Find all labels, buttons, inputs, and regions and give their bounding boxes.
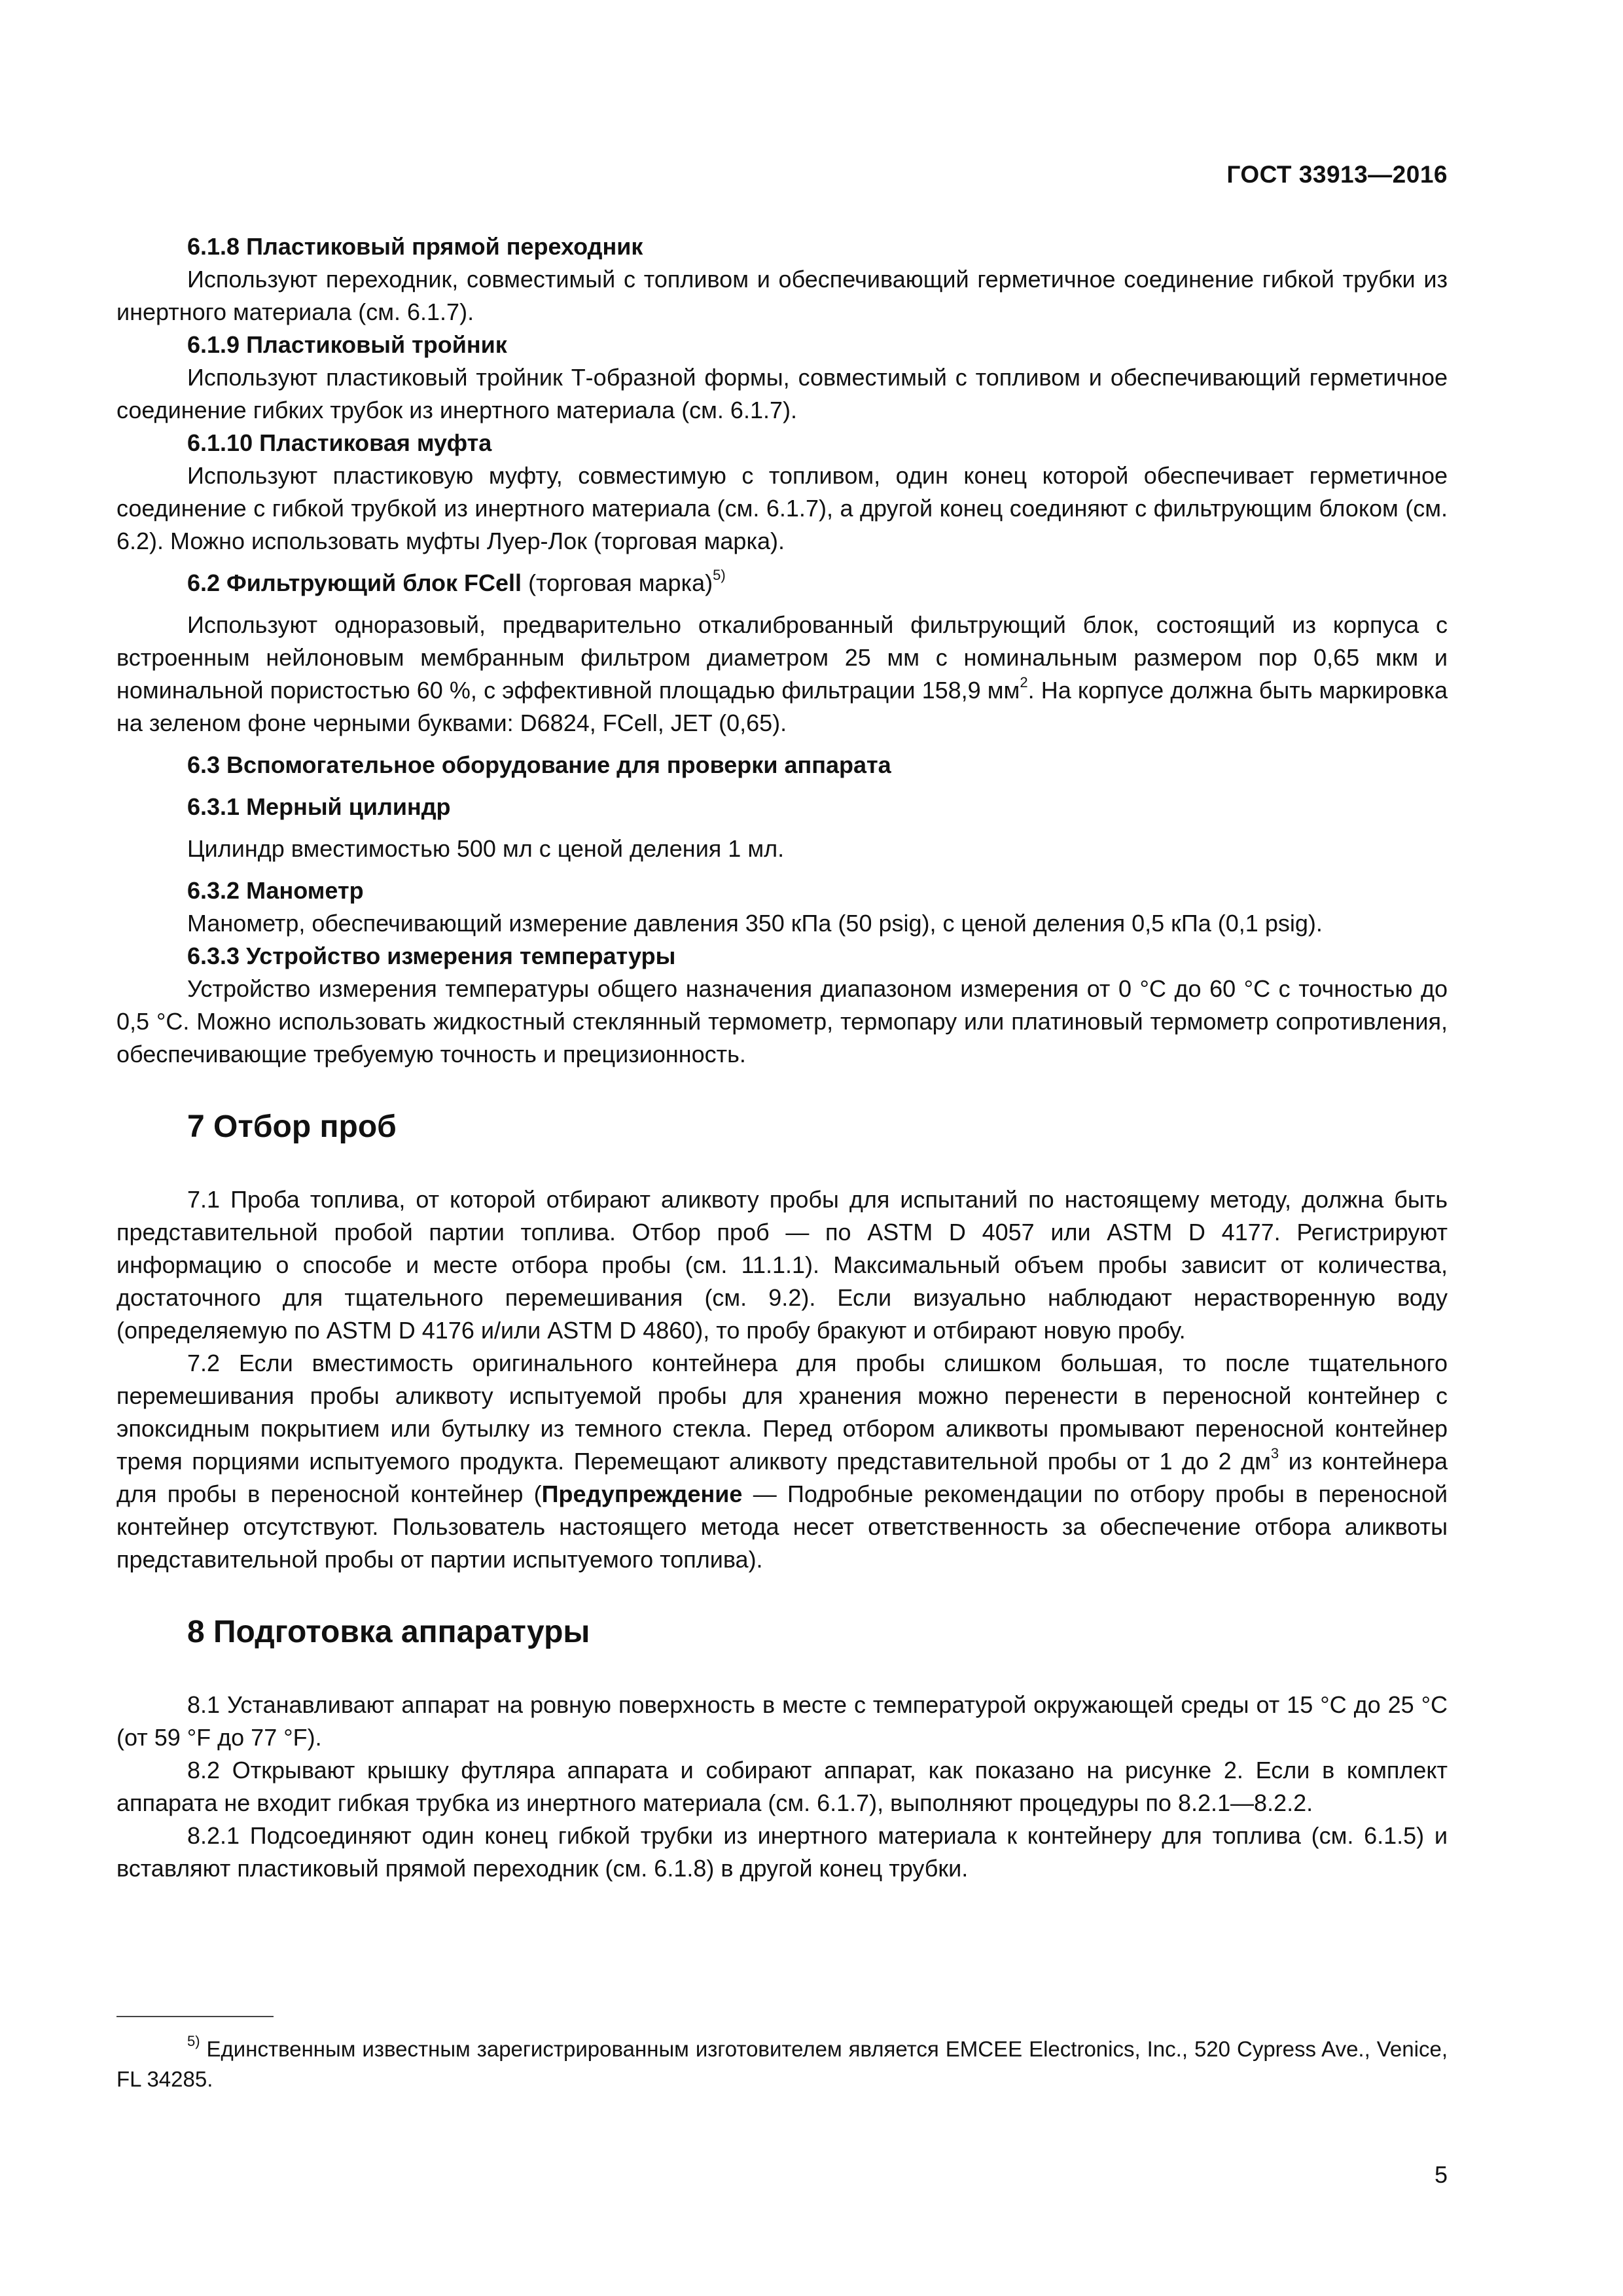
- paragraph-6-2: [116, 609, 1448, 740]
- footnote-marker: 5): [187, 2033, 200, 2049]
- paragraph-7-2-part2: из контейнера для пробы в переносной контейнер (: [116, 1448, 1448, 1507]
- heading-6-3-3: 6.3.3 Устройство измерения температуры: [187, 942, 676, 969]
- paragraph-8-2: 8.2 Открывают крышку футляра аппарата и собирают аппарат, как показано на рисунке 2. Если в комплект аппарата не входит гибкая трубка из инертного материала (см. 6.1.7), выполняют процедуры по 8.2.1—8.2.2.: [116, 1757, 1448, 1816]
- footnote-text: Единственным известным зарегистрированным изготовителем является EMCEE Electronics, Inc., 520 Cypress Ave., Venice, FL 34285.: [116, 2037, 1448, 2091]
- standard-code-header: ГОСТ 33913—2016: [1226, 161, 1448, 188]
- footnote-5: [116, 2034, 1448, 2094]
- paragraph-6-2-part2: . На корпусе должна быть маркировка на зеленом фоне черными буквами: D6824, FCell, JET (0,65).: [116, 677, 1448, 736]
- paragraph-6-3-3: Устройство измерения температуры общего назначения диапазоном измерения от 0 °С до 60 °С с точностью до 0,5 °С. Можно использовать жидкостный стеклянный термометр, термопару или платиновый термометр сопротивления, обеспечивающие требуемую точность и прецизионность.: [116, 975, 1448, 1067]
- warning-label: Предупреждение: [541, 1480, 743, 1507]
- heading-6-1-10: 6.1.10 Пластиковая муфта: [187, 429, 492, 456]
- heading-6-2: [116, 567, 1448, 600]
- heading-section-7: 7 Отбор проб: [187, 1109, 397, 1144]
- page-number: 5: [1434, 2161, 1448, 2188]
- paragraph-7-2-part3: — Подробные рекомендации по отбору пробы в переносной контейнер отсутствуют. Пользователь настоящего метода несет ответственность за обеспечение отбора аликвоты представительной пробы от партии испытуемого топлива).: [116, 1480, 1448, 1573]
- paragraph-6-3-2: Манометр, обеспечивающий измерение давления 350 кПа (50 psig), с ценой деления 0,5 кПа (0,1 psig).: [187, 910, 1323, 937]
- heading-6-1-9: 6.1.9 Пластиковый тройник: [187, 331, 507, 358]
- heading-6-2-bold: 6.2 Фильтрующий блок FCell: [187, 569, 522, 596]
- heading-section-8: 8 Подготовка аппаратуры: [187, 1615, 590, 1649]
- heading-6-3-2: 6.3.2 Манометр: [187, 877, 364, 904]
- heading-6-3: 6.3 Вспомогательное оборудование для проверки аппарата: [187, 751, 891, 778]
- paragraph-6-1-10: Используют пластиковую муфту, совместимую с топливом, один конец которой обеспечивает герметичное соединение с гибкой трубкой из инертного материала (см. 6.1.7), а другой конец соединяют с фильтрующим блоком (см. 6.2). Можно использовать муфты Луер-Лок (торговая марка).: [116, 462, 1448, 554]
- paragraph-8-2-1: 8.2.1 Подсоединяют один конец гибкой трубки из инертного материала к контейнеру для топлива (см. 6.1.5) и вставляют пластиковый прямой переходник (см. 6.1.8) в другой конец трубки.: [116, 1822, 1448, 1882]
- heading-6-1-8: 6.1.8 Пластиковый прямой переходник: [187, 233, 643, 260]
- heading-6-2-trademark: (торговая марка): [522, 569, 713, 596]
- paragraph-8-1: 8.1 Устанавливают аппарат на ровную поверхность в месте с температурой окружающей среды от 15 °С до 25 °С (от 59 °F до 77 °F).: [116, 1691, 1448, 1751]
- paragraph-6-2-part1: Используют одноразовый, предварительно откалиброванный фильтрующий блок, состоящий из корпуса с встроенным нейлоновым мембранным фильтром диаметром 25 мм с номинальным размером пор 0,65 мкм и номинальной пористостью 60 %, с эффективной площадью фильтрации 158,9 мм: [116, 611, 1448, 704]
- footnote-ref-5: 5): [713, 567, 726, 583]
- paragraph-7-1: 7.1 Проба топлива, от которой отбирают аликвоту пробы для испытаний по настоящему методу, должна быть представительной пробой партии топлива. Отбор проб — по ASTM D 4057 или ASTM D 4177. Регистрируют информацию о способе и месте отбора пробы (см. 11.1.1). Максимальный объем пробы зависит от количества, достаточного для тщательного перемешивания (см. 9.2). Если визуально наблюдают нерастворенную воду (определяемую по ASTM D 4176 и/или ASTM D 4860), то пробу бракуют и отбирают новую пробу.: [116, 1186, 1448, 1344]
- heading-6-3-1: 6.3.1 Мерный цилиндр: [187, 793, 451, 820]
- paragraph-6-3-1: Цилиндр вместимостью 500 мл с ценой деления 1 мл.: [187, 835, 785, 862]
- superscript-3: 3: [1270, 1445, 1279, 1462]
- paragraph-6-1-8: Используют переходник, совместимый с топливом и обеспечивающий герметичное соединение гибкой трубки из инертного материала (см. 6.1.7).: [116, 266, 1448, 325]
- paragraph-7-2: [116, 1347, 1448, 1576]
- superscript-2: 2: [1020, 674, 1028, 691]
- page-content: [116, 230, 1448, 1885]
- paragraph-7-2-part1: 7.2 Если вместимость оригинального контейнера для пробы слишком большая, то после тщательного перемешивания пробы аликвоту испытуемой пробы для хранения можно перенести в переносной контейнер с эпоксидным покрытием или бутылку из темного стекла. Перед отбором аликвоты промывают переносной контейнер тремя порциями испытуемого продукта. Перемещают аликвоту представительной пробы от 1 до 2 дм: [116, 1350, 1448, 1475]
- footnote-divider: [116, 2016, 274, 2017]
- paragraph-6-1-9: Используют пластиковый тройник Т-образной формы, совместимый с топливом и обеспечивающий герметичное соединение гибких трубок из инертного материала (см. 6.1.7).: [116, 364, 1448, 423]
